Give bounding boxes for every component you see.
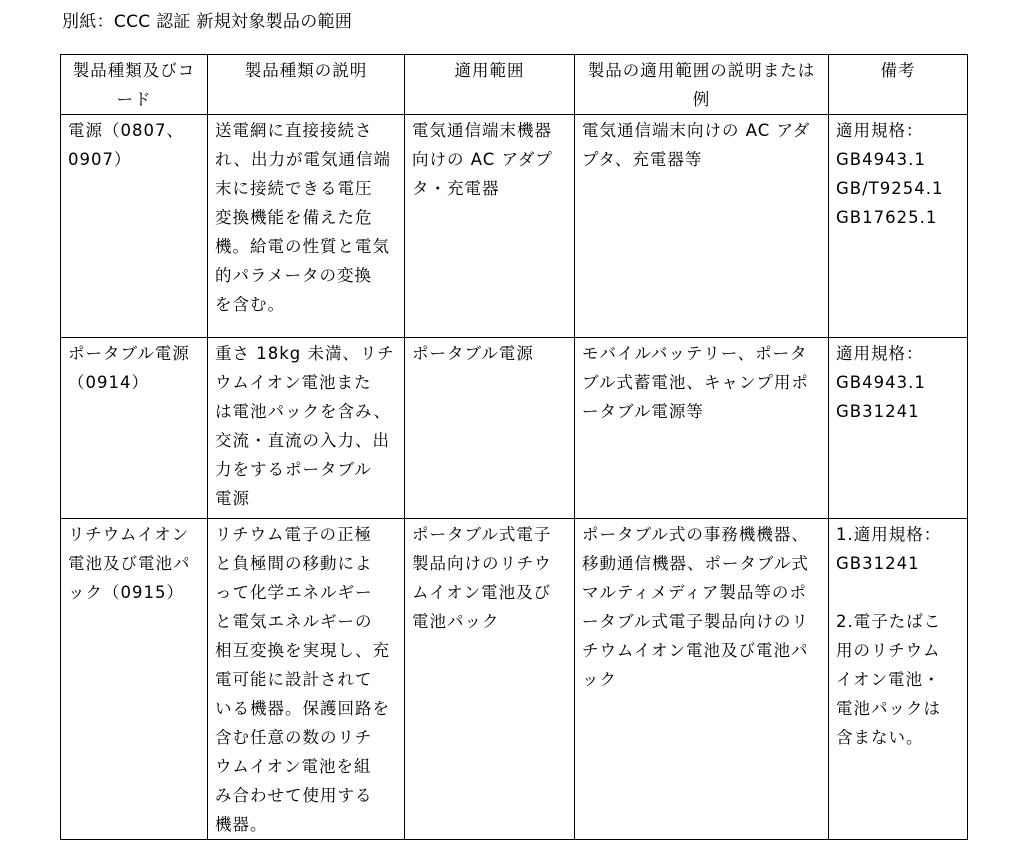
- cell-description: [208, 519, 405, 840]
- cell-line: 電源（0807、: [68, 121, 184, 140]
- cell-line: 向けの AC アダプ: [412, 150, 553, 169]
- cell-line: 変換機能を備えた危: [215, 208, 373, 227]
- cell-line: GB4943.1: [836, 373, 926, 392]
- cell-line: ポータブル電源: [68, 344, 190, 363]
- cell-line: 含む任意の数のリチ: [215, 728, 373, 747]
- cell-line: 1.適用規格：: [836, 525, 942, 544]
- cell-line: ブル式蓄電池、キャンプ用ポ: [582, 373, 809, 392]
- cell-line: チウムイオン電池及び電池パ: [582, 641, 809, 660]
- cell-line: は電池パックを含み、: [215, 402, 391, 421]
- table-row: [61, 338, 968, 519]
- cell-line: 電池及び電池パ: [68, 554, 191, 573]
- header-cell: [61, 55, 208, 115]
- header-cell: [405, 55, 575, 115]
- cell-line: 製品の適用範囲の説明または: [587, 61, 816, 80]
- cell-line: 2.電子たばこ: [836, 612, 942, 631]
- header-cell: [208, 55, 405, 115]
- cell-line: 機器。: [215, 815, 268, 834]
- cell-line: ポータブル式の事務機機器、: [582, 525, 809, 544]
- cell-line: モバイルバッテリー、ポータ: [582, 344, 808, 363]
- cell-line: 電気通信端末機器: [412, 121, 552, 140]
- cell-line: ポータブル式電子: [412, 525, 552, 544]
- cell-examples: [575, 338, 829, 519]
- cell-line: イオン電池・: [836, 670, 941, 689]
- cell-description: [208, 338, 405, 519]
- cell-line: ード: [116, 90, 152, 109]
- cell-line: ウムイオン電池また: [215, 373, 372, 392]
- cell-line: 末に接続できる電圧: [215, 179, 373, 198]
- cell-line: GB31241: [836, 554, 920, 573]
- header-row: [61, 55, 968, 115]
- cell-line: 力をするポータブル: [215, 460, 372, 479]
- cell-line: 0907）: [68, 150, 132, 169]
- cell-line: マルティメディア製品等のポ: [582, 583, 807, 602]
- cell-line: （0914）: [68, 373, 149, 392]
- cell-line: ウムイオン電池を組: [215, 757, 372, 776]
- cell-line: 含まない。: [836, 728, 924, 747]
- cell-line: れ、出力が電気通信端: [215, 150, 391, 169]
- cell-remarks: [829, 338, 968, 519]
- cell-line: 適用規格：: [836, 121, 924, 140]
- cell-line: ータブル電源等: [582, 402, 704, 421]
- cell-remarks: [829, 519, 968, 840]
- cell-line: 電可能に設計されて: [215, 670, 373, 689]
- cell-line: 電池パックは: [836, 699, 941, 718]
- cell-line: 交流・直流の入力、出: [215, 431, 390, 450]
- cell-code: [61, 115, 208, 338]
- cell-line: 電池パック: [412, 612, 500, 631]
- cell-line: ポータブル電源: [412, 344, 534, 363]
- cell-line: 電源: [215, 489, 250, 508]
- cell-scope: [405, 338, 575, 519]
- cell-line: ック（0915）: [68, 583, 184, 602]
- cell-line: GB4943.1: [836, 150, 926, 169]
- cell-line: リチウムイオン: [68, 525, 190, 544]
- cell-line: 移動通信機器、ポータブル式: [582, 554, 809, 573]
- cell-line: 重さ 18kg 未満、リチ: [215, 344, 395, 363]
- cell-line: 製品向けのリチウ: [412, 554, 552, 573]
- cell-line: GB17625.1: [836, 208, 938, 227]
- cell-line: プタ、充電器等: [582, 150, 703, 169]
- cell-line: ムイオン電池及び: [412, 583, 552, 602]
- cell-line: いる機器。保護回路を: [215, 699, 390, 718]
- cell-line: を含む。: [215, 295, 285, 314]
- cell-description: [208, 115, 405, 338]
- cell-line: 機。給電の性質と電気: [215, 237, 390, 256]
- cell-line: ータブル式電子製品向けのリ: [582, 612, 809, 631]
- document-title: 別紙：CCC 認証 新規対象製品の範囲: [62, 12, 353, 32]
- cell-code: [61, 338, 208, 519]
- cell-remarks: [829, 115, 968, 338]
- cell-line: タ・充電器: [412, 179, 500, 198]
- cell-scope: [405, 519, 575, 840]
- cell-examples: [575, 115, 829, 338]
- cell-line: 的パラメータの変換: [215, 266, 373, 285]
- cell-line: リチウム電子の正極: [215, 525, 373, 544]
- cell-line: 相互変換を実現し、充: [215, 641, 390, 660]
- cell-line: [836, 578, 961, 607]
- cell-line: GB/T9254.1: [836, 179, 944, 198]
- cell-line: 例: [692, 90, 711, 109]
- cell-line: 適用範囲: [454, 61, 525, 80]
- cell-line: と電気エネルギーの: [215, 612, 373, 631]
- table-row: [61, 519, 968, 840]
- cell-line: 備考: [880, 61, 916, 80]
- cell-line: GB31241: [836, 402, 920, 421]
- cell-line: み合わせて使用する: [215, 786, 373, 805]
- header-cell: [829, 55, 968, 115]
- cell-line: ック: [582, 670, 617, 689]
- cell-line: 用のリチウム: [836, 641, 941, 660]
- table-row: [61, 115, 968, 338]
- cell-line: 送電網に直接接続さ: [215, 121, 373, 140]
- product-scope-table: [60, 54, 968, 840]
- cell-code: [61, 519, 208, 840]
- cell-line: 適用規格：: [836, 344, 924, 363]
- cell-line: 製品種類の説明: [244, 61, 368, 80]
- header-cell: [575, 55, 829, 115]
- cell-examples: [575, 519, 829, 840]
- cell-line: 電気通信端末向けの AC アダ: [582, 121, 811, 140]
- cell-line: って化学エネルギー: [215, 583, 373, 602]
- cell-line: 製品種類及びコ: [72, 61, 196, 80]
- cell-line: と負極間の移動によ: [215, 554, 373, 573]
- cell-scope: [405, 115, 575, 338]
